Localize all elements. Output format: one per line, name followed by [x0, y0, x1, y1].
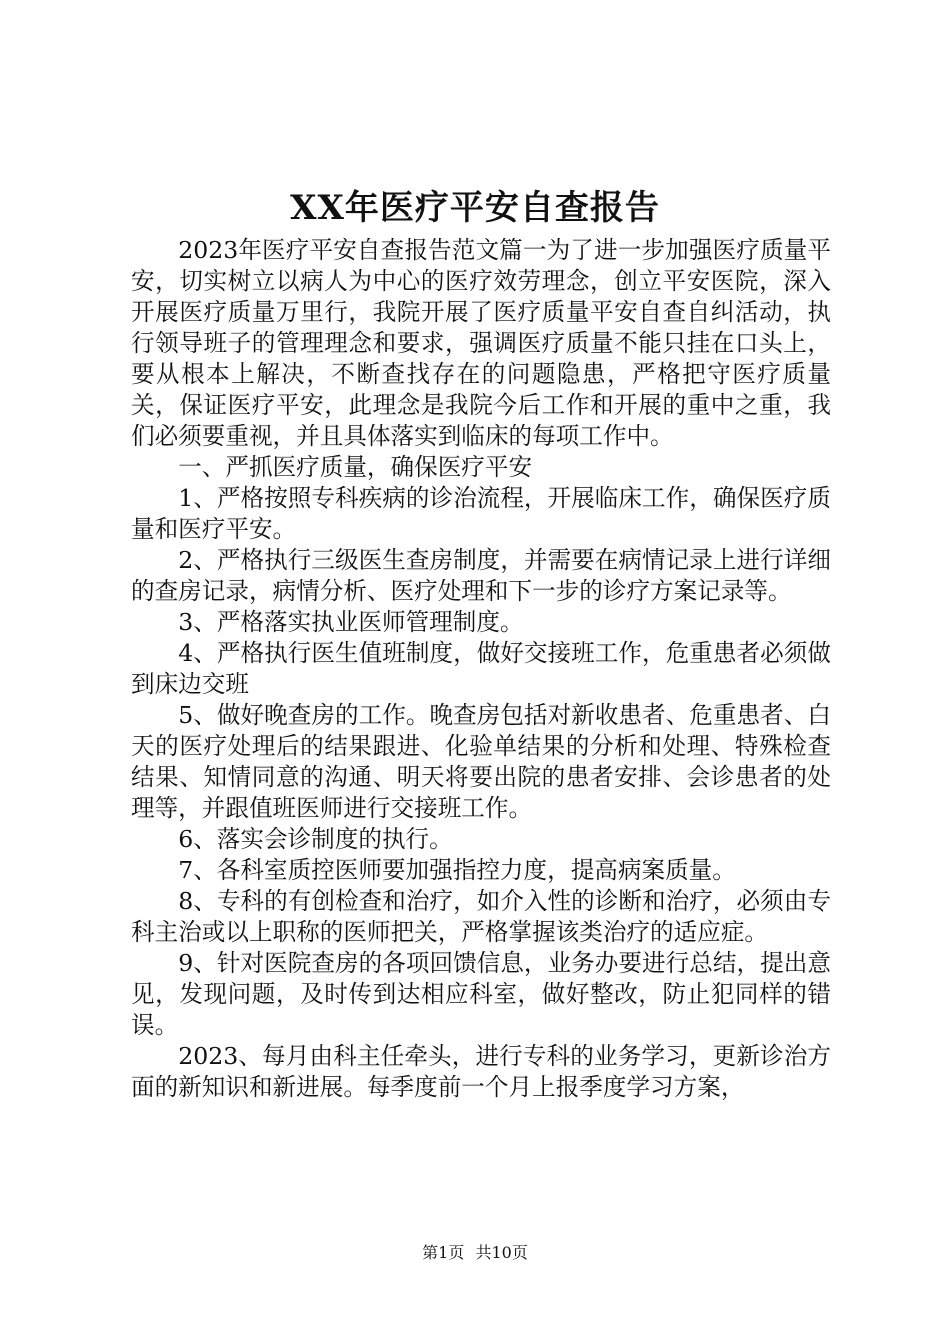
document-body [131, 235, 831, 1103]
page-footer [0, 1240, 950, 1266]
document-title: XX年医疗平安自查报告 [290, 188, 660, 228]
list-item: 7、各科室质控医师要加强指控力度，提高病案质量。 [178, 856, 736, 884]
paragraph-intro: 2023年医疗平安自查报告范文篇一为了进一步加强医疗质量平安，切实树立以病人为中心的医疗效劳理念，创立平安医院，深入开展医疗质量万里行，我院开展了医疗质量平安自查自纠活动，执行领导班子的管理理念和要求，强调医疗质量不能只挂在口头上，要从根本上解决，不断查找存在的问题隐患，严格把守医疗质量关，保证医疗平安，此理念是我院今后工作和开展的重中之重，我们必须要重视，并且具体落实到临床的每项工作中。 [131, 236, 831, 450]
list-item: 2、严格执行三级医生查房制度，并需要在病情记录上进行详细的查房记录，病情分析、医疗处理和下一步的诊疗方案记录等。 [131, 546, 831, 605]
page-total: 共10页 [475, 1243, 528, 1262]
page-number: 第1页 [422, 1243, 465, 1262]
list-item: 1、严格按照专科疾病的诊治流程，开展临床工作，确保医疗质量和医疗平安。 [131, 484, 831, 543]
list-item: 2023、每月由科主任牵头，进行专科的业务学习，更新诊治方面的新知识和新进展。每季度前一个月上报季度学习方案， [131, 1042, 831, 1101]
list-item: 9、针对医院查房的各项回馈信息，业务办要进行总结，提出意见，发现问题，及时传到达相应科室，做好整改，防止犯同样的错误。 [131, 949, 831, 1039]
section-heading: 一、严抓医疗质量，确保医疗平安 [178, 453, 533, 481]
list-item: 4、严格执行医生值班制度，做好交接班工作，危重患者必须做到床边交班 [131, 639, 831, 698]
list-item: 6、落实会诊制度的执行。 [178, 825, 453, 853]
list-item: 3、严格落实执业医师管理制度。 [178, 608, 524, 636]
list-item: 5、做好晚查房的工作。晚查房包括对新收患者、危重患者、白天的医疗处理后的结果跟进、化验单结果的分析和处理、特殊检查结果、知情同意的沟通、明天将要出院的患者安排、会诊患者的处理等，并跟值班医师进行交接班工作。 [131, 701, 831, 822]
list-item: 8、专科的有创检查和治疗，如介入性的诊断和治疗，必须由专科主治或以上职称的医师把关，严格掌握该类治疗的适应症。 [131, 887, 831, 946]
